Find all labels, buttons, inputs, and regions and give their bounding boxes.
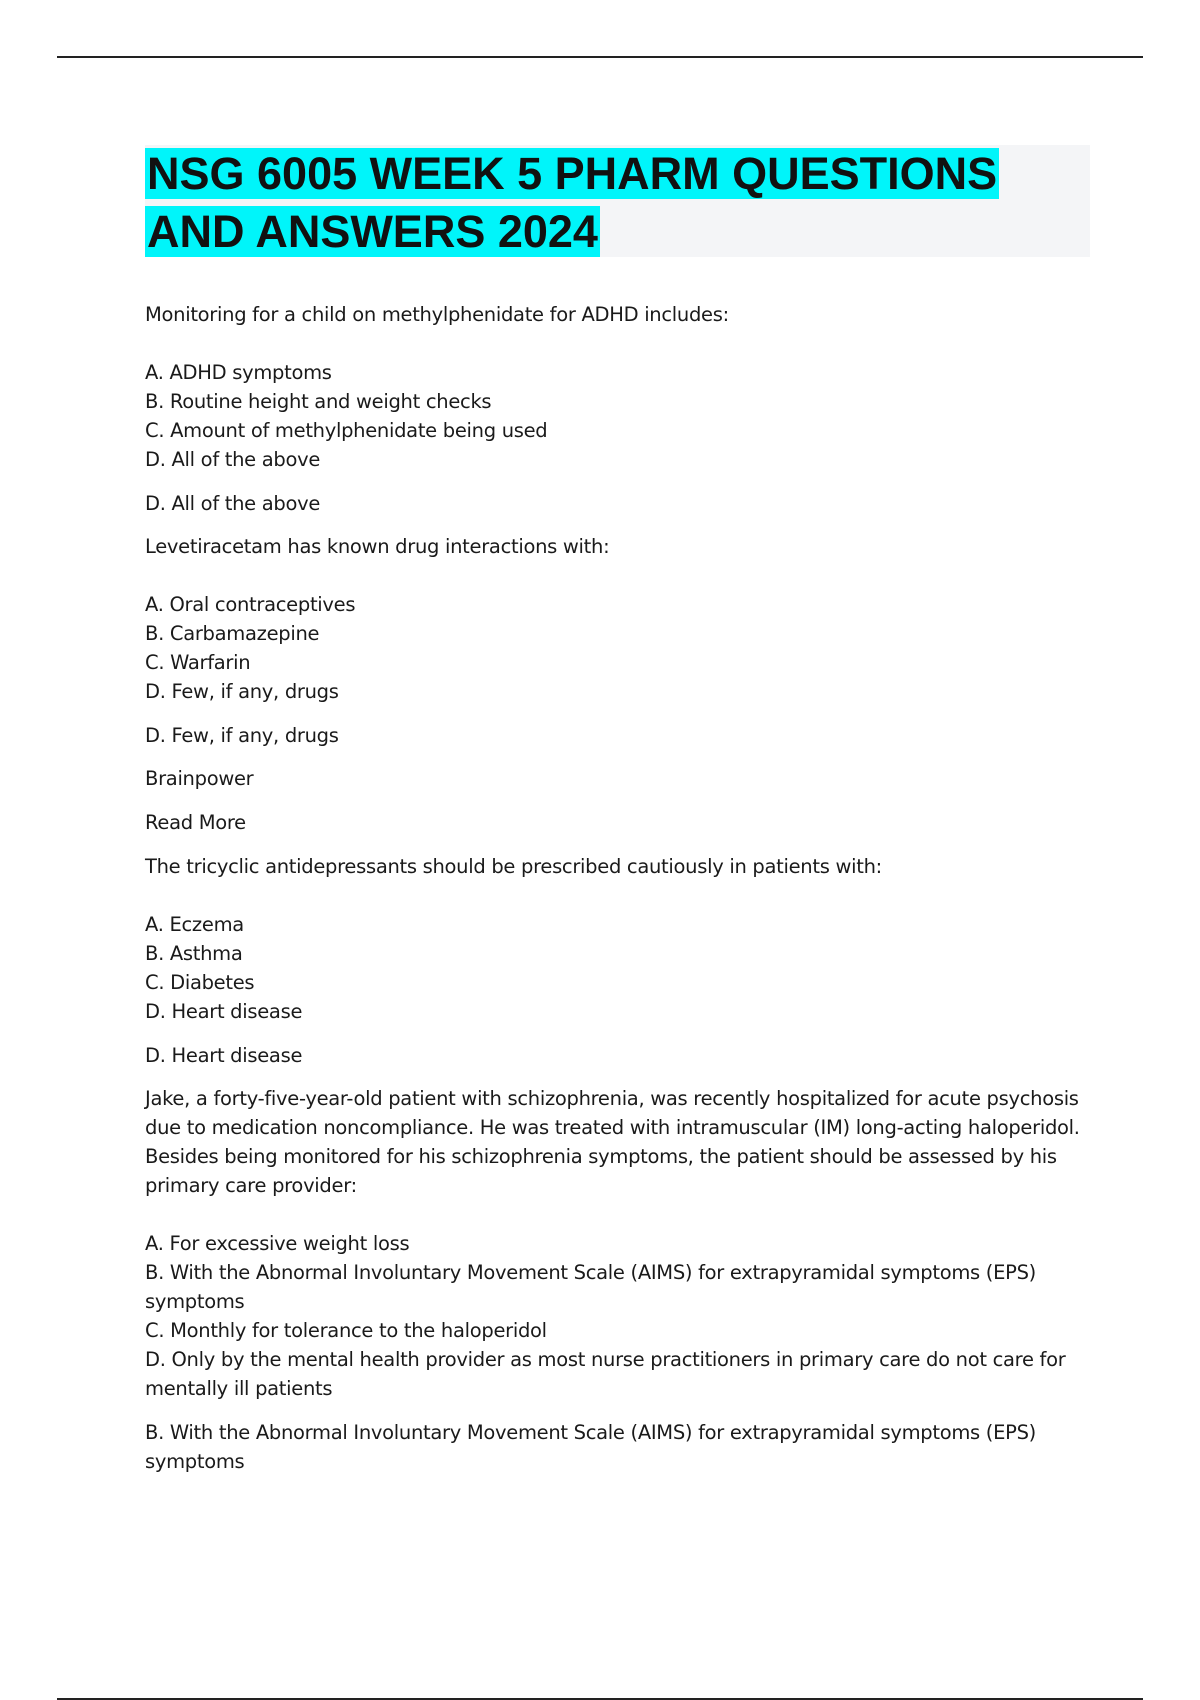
- option-item: D. All of the above: [145, 448, 321, 471]
- option-item: C. Warfarin: [145, 651, 251, 674]
- option-item: B. Routine height and weight checks: [145, 390, 492, 413]
- option-item: B. With the Abnormal Involuntary Movement Scale (AIMS) for extrapyramidal symptoms (EPS) symptoms: [145, 1261, 1036, 1313]
- option-item: C. Monthly for tolerance to the haloperidol: [145, 1319, 547, 1342]
- document-body: [145, 300, 1090, 1490]
- title-line-2: AND ANSWERS 2024: [147, 206, 598, 257]
- title-line-1: NSG 6005 WEEK 5 PHARM QUESTIONS: [147, 148, 998, 199]
- option-list: [145, 1229, 1090, 1403]
- option-item: A. Oral contraceptives: [145, 593, 356, 616]
- option-item: B. Asthma: [145, 942, 243, 965]
- question-text: Jake, a forty-five-year-old patient with schizophrenia, was recently hospitalized for acute psychosis due to medication noncompliance. He was treated with intramuscular (IM) long-acting haloperidol. Besides being monitored for his schizophrenia symptoms, the patient should be assessed by his primary care provider:: [145, 1087, 1080, 1197]
- answer-text: D. Heart disease: [145, 1044, 303, 1067]
- question-text: Monitoring for a child on methylphenidate for ADHD includes:: [145, 303, 729, 326]
- question-text: Levetiracetam has known drug interactions with:: [145, 535, 610, 558]
- option-list: [145, 358, 1090, 474]
- option-item: A. Eczema: [145, 913, 244, 936]
- read-more-link[interactable]: Read More: [145, 811, 246, 834]
- answer-text: B. With the Abnormal Involuntary Movement Scale (AIMS) for extrapyramidal symptoms (EPS) symptoms: [145, 1421, 1036, 1473]
- top-rule: [57, 56, 1143, 58]
- option-list: [145, 910, 1090, 1026]
- page-title: [145, 145, 1090, 261]
- option-item: D. Only by the mental health provider as most nurse practitioners in primary care do not care for mentally ill patients: [145, 1348, 1066, 1400]
- option-item: A. ADHD symptoms: [145, 361, 332, 384]
- option-item: B. Carbamazepine: [145, 622, 320, 645]
- question-text: The tricyclic antidepressants should be prescribed cautiously in patients with:: [145, 855, 882, 878]
- option-item: A. For excessive weight loss: [145, 1232, 410, 1255]
- option-item: C. Amount of methylphenidate being used: [145, 419, 548, 442]
- answer-text: D. Few, if any, drugs: [145, 724, 339, 747]
- brainpower-text: Brainpower: [145, 767, 254, 790]
- option-item: D. Heart disease: [145, 1000, 303, 1023]
- option-item: D. Few, if any, drugs: [145, 680, 339, 703]
- option-item: C. Diabetes: [145, 971, 255, 994]
- answer-text: D. All of the above: [145, 492, 321, 515]
- option-list: [145, 590, 1090, 706]
- title-block: [145, 145, 1090, 257]
